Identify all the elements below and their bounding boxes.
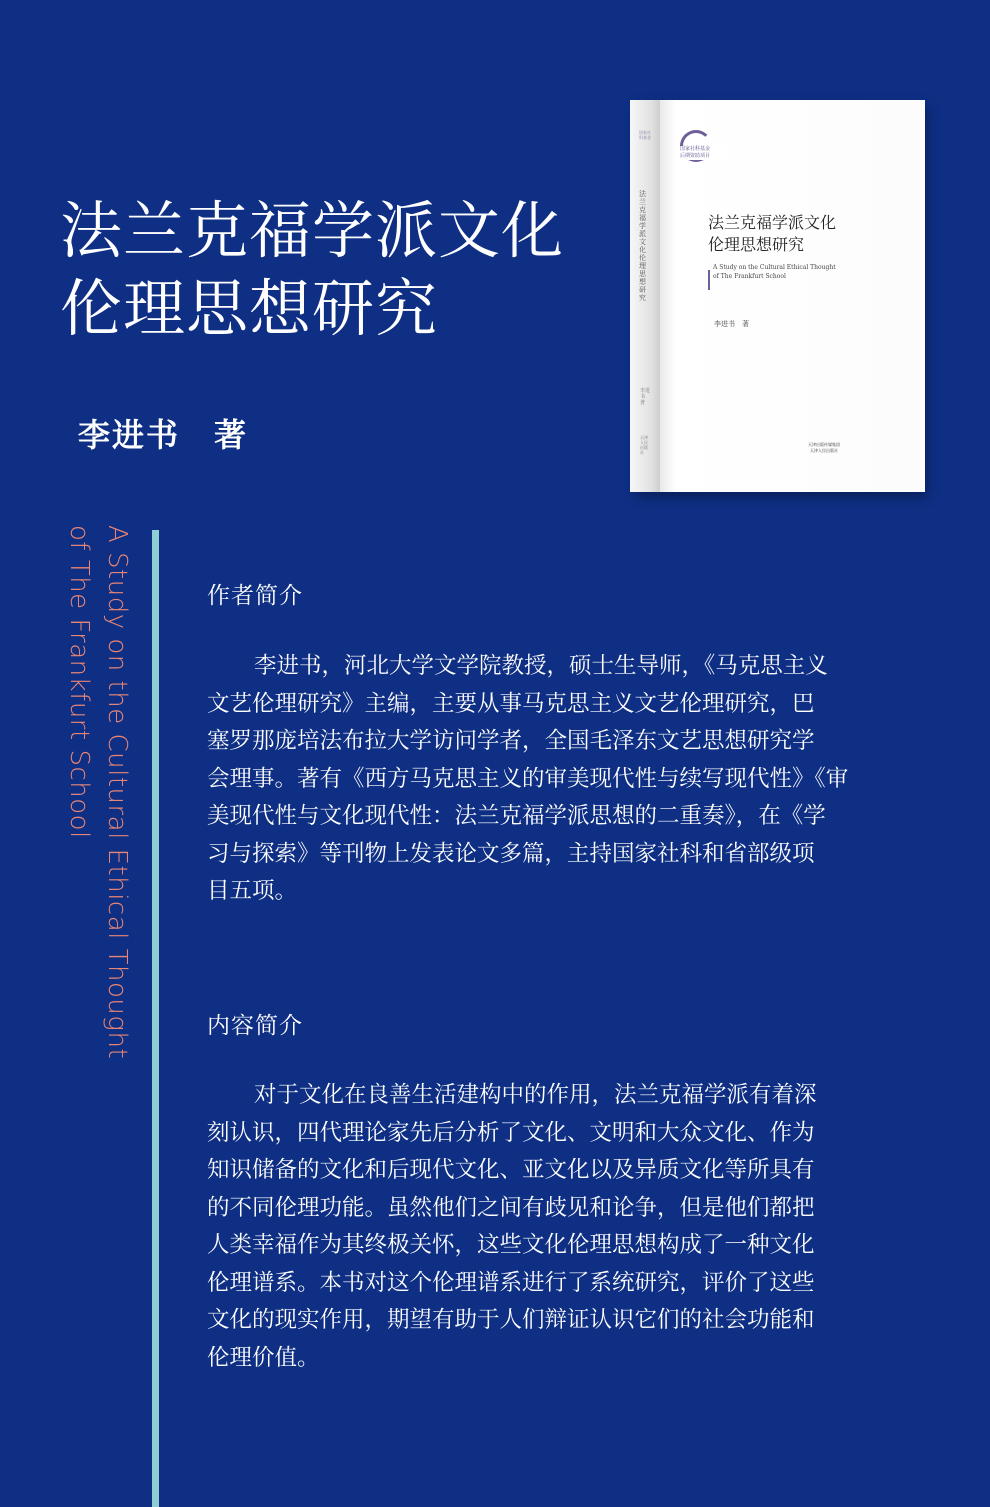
content-intro-line: 伦理谱系。本书对这个伦理谱系进行了系统研究，评价了这些	[207, 1269, 815, 1296]
cover-series-line-1: 国家社科基金	[680, 146, 730, 153]
book-author: 李进书 著	[78, 416, 249, 454]
content-intro-text	[207, 1077, 907, 1377]
content-intro-heading: 内容简介	[207, 1013, 303, 1039]
content-intro-line: 文化的现实作用，期望有助于人们辩证认识它们的社会功能和	[207, 1307, 815, 1333]
author-intro-line: 美现代性与文化现代性：法兰克福学派思想的二重奏》，在《学	[207, 803, 826, 829]
content-intro-line: 刻认识，四代理论家先后分析了文化、文明和大众文化、作为	[207, 1119, 815, 1146]
english-title-line-2: of The Frankfurt School	[64, 525, 94, 839]
accent-divider-bar	[152, 530, 159, 1507]
spine-series-line-1: 国家社科基金	[639, 130, 651, 140]
english-title-vertical	[60, 525, 136, 1059]
author-intro-text	[207, 648, 907, 911]
cover-author: 李进书 著	[714, 320, 749, 328]
spine-title: 法兰克福学派文化伦理思想研究	[639, 190, 646, 302]
english-title-line-1: A Study on the Cultural Ethical Thought	[102, 525, 132, 1060]
cover-english-title	[713, 263, 836, 281]
book-spine	[630, 100, 660, 492]
book-front-cover	[660, 100, 925, 492]
content-intro-line: 知识储备的文化和后现代文化、亚文化以及异质文化等所具有	[207, 1157, 815, 1183]
content-intro-line: 的不同伦理功能。虽然他们之间有歧见和论争，但是他们都把	[207, 1194, 815, 1221]
author-intro-line: 文艺伦理研究》主编，主要从事马克思主义文艺伦理研究，巴	[207, 690, 815, 717]
author-intro-line: 习与探索》等刊物上发表论文多篇，主持国家社科和省部级项	[207, 840, 815, 867]
author-intro-line: 李进书，河北大学文学院教授，硕士生导师，《马克思主义	[254, 653, 828, 679]
cover-accent-bar	[708, 270, 710, 290]
cover-series-line-2: 后期资助项目	[680, 153, 730, 160]
book-title-line-2: 伦理思想研究	[60, 272, 439, 345]
content-intro-line: 人类幸福作为其终极关怀，这些文化伦理思想构成了一种文化	[207, 1232, 815, 1258]
author-intro-line: 目五项。	[207, 878, 298, 904]
book-title	[60, 192, 564, 348]
cover-publisher-line-1: 天津出版传媒集团	[808, 442, 840, 447]
book-cover-image	[630, 100, 925, 495]
author-intro-line: 塞罗那庞培法布拉大学访问学者，全国毛泽东文艺思想研究学	[207, 728, 815, 754]
author-intro-line: 会理事。著有《西方马克思主义的审美现代性与续写现代性》《审	[207, 765, 849, 792]
spine-author: 李进书 著	[640, 388, 651, 406]
content-intro-line: 对于文化在良善生活建构中的作用，法兰克福学派有着深	[254, 1082, 817, 1108]
cover-english-line-1: A Study on the Cultural Ethical Thought	[713, 264, 836, 271]
content-intro-line: 伦理价值。	[207, 1344, 320, 1371]
cover-english-line-2: of The Frankfurt School	[713, 273, 786, 280]
spine-series	[639, 130, 651, 140]
spine-publisher: 天津人民出版社	[640, 435, 648, 455]
book-title-line-1: 法兰克福学派文化	[60, 194, 565, 267]
cover-title-line-1: 法兰克福学派文化	[708, 213, 837, 232]
cover-title	[708, 212, 836, 256]
cover-publisher	[808, 442, 840, 454]
cover-title-line-2: 伦理思想研究	[708, 235, 805, 254]
cover-publisher-line-2: 天津人民出版社	[810, 448, 838, 453]
author-intro-heading: 作者简介	[207, 583, 303, 609]
cover-series	[680, 146, 730, 160]
